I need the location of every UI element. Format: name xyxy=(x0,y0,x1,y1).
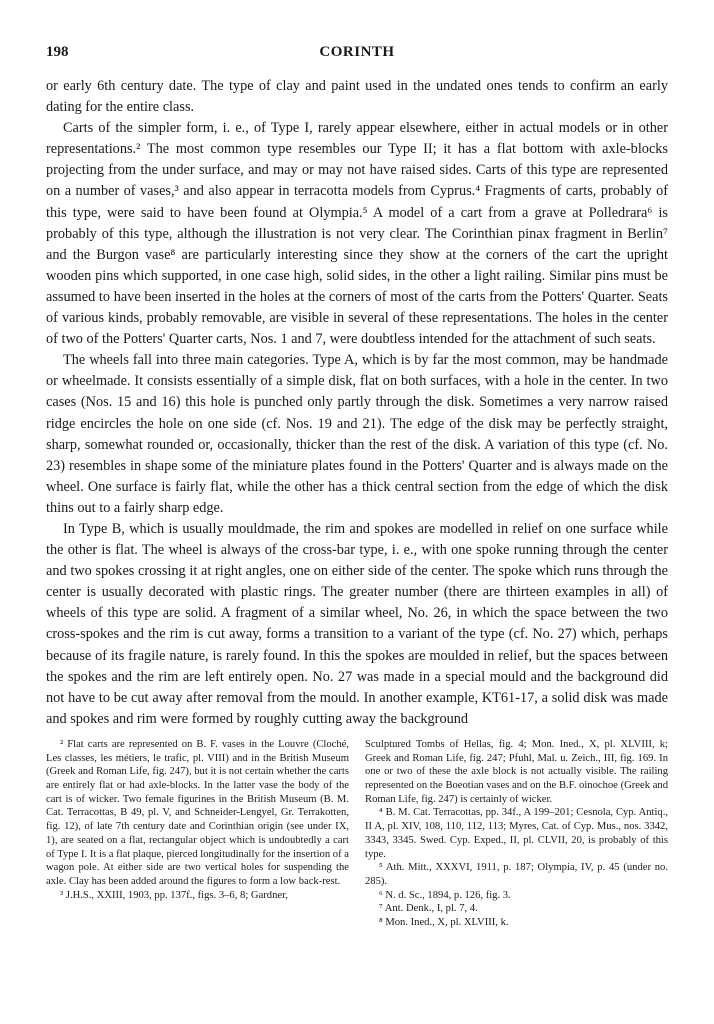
page-header xyxy=(46,44,668,66)
page-number: 198 xyxy=(46,44,69,60)
footnote-6: ⁶ N. d. Sc., 1894, p. 126, fig. 3. xyxy=(379,889,511,901)
footnote-3-continued: Sculptured Tombs of Hellas, fig. 4; Mon. Ined., X, pl. XLVIII, k; Greek and Roman Life, fig. 247; Pfuhl, Mal. u. Zeich., III, fig. 169. In one or two of these the axle block is not actually visible. The railing represented on the Boeotian vases and on the B.F. oinochoe (Greek and Roman Life, fig. 247) is certainly of wicker. xyxy=(365,738,668,805)
body-paragraph: or early 6th century date. The type of clay and paint used in the undated ones tends to confirm an early dating for the entire class. xyxy=(46,78,668,116)
page xyxy=(46,44,668,930)
footnote-5: ⁵ Ath. Mitt., XXXVI, 1911, p. 187; Olympia, IV, p. 45 (under no. 285). xyxy=(365,862,668,887)
running-title: CORINTH xyxy=(319,44,395,60)
body-paragraph: The wheels fall into three main categories. Type A, which is by far the most common, may be handmade or wheelmade. It consists essentially of a simple disk, flat on both surfaces, with a hole in the center. In two cases (Nos. 15 and 16) this hole is punched only partly through the disk. Sometimes a very narrow raised ridge encircles the hole on one side (cf. Nos. 19 and 21). The edge of the disk may be perfectly straight, sharp, somewhat rounded or, occasionally, thicker than the rest of the disk. A variation of this type (cf. No. 23) resembles in shape some of the miniature plates found in the Potters' Quarter and is always made on the wheel. One surface is fairly flat, while the other has a thick central section from the edge of which the disk thins out to a fairly sharp edge. xyxy=(46,352,668,516)
footnote-7: ⁷ Ant. Denk., I, pl. 7, 4. xyxy=(379,903,478,915)
footnote-4: ⁴ B. M. Cat. Terracottas, pp. 34f., A 199–201; Cesnola, Cyp. Antiq., II A, pl. XIV, 108, 110, 112, 113; Myres, Cat. of Cyp. Mus., nos. 3342, 3343, 3345. Swed. Cyp. Exped., II, pl. CLVII, 20, is probably of this type. xyxy=(365,807,668,860)
footnotes-right-column xyxy=(365,738,668,930)
body-paragraph: In Type B, which is usually mouldmade, the rim and spokes are modelled in relief on one surface while the other is flat. The wheel is always of the cross-bar type, i. e., with one spoke running through the center and two spokes crossing it at right angles, one on either side of the center. The spoke which runs through the center is usually decorated with plastic rings. The greater number (there are thirteen examples in all) of wheels of this type are solid. A fragment of a similar wheel, No. 26, in which the space between the two cross-spokes and the rim is cut away, forms a transition to a variant of the type (cf. No. 27) which, perhaps because of its fragile nature, is rarely found. In this the spokes are moulded in relief, but the spaces between the spokes and the rim are left entirely open. No. 27 was made in a special mould and the background did not have to be cut away after removal from the mould. In another example, KT61-17, a solid disk was made and spokes and rim were formed by roughly cutting away the background xyxy=(46,520,668,727)
footnote-3: ³ J.H.S., XXIII, 1903, pp. 137f., figs. 3–6, 8; Gardner, xyxy=(60,889,288,901)
footnote-8: ⁸ Mon. Ined., X, pl. XLVIII, k. xyxy=(379,917,509,929)
body-text xyxy=(46,76,668,730)
footnotes xyxy=(46,738,668,930)
footnote-2: ² Flat carts are represented on B. F. vases in the Louvre (Cloché, Les classes, les métiers, le trafic, pl. VIII) and in the British Museum (Greek and Roman Life, fig. 247), but it is not certain whether the carts are entirely flat or had axle-blocks. In the latter vase the body of the cart is of wicker. Two female figurines in the British Museum (B. M. Cat. Terracottas, B 49, pl. V, and Schneider-Lengyel, Gr. Terrakotten, fig. 12), of late 7th century date and Corinthian origin (see under IX, 1), are seated on a flat, rectangular object which is undoubtedly a cart of Type I. It is a flat plaque, pierced longitudinally for the insertion of a wagon pole. At either side are two vertical holes for suspending the axle. Clay has been added around the figures to form a low back-rest. xyxy=(46,738,349,887)
footnotes-left-column xyxy=(46,738,349,930)
body-paragraph: Carts of the simpler form, i. e., of Type I, rarely appear elsewhere, either in actual models or in other representations.² The most common type resembles our Type II; it has a flat bottom with axle-blocks projecting from the under surface, and may or may not have raised sides. Carts of this type are represented on a number of vases,³ and also appear in terracotta models from Cyprus.⁴ Fragments of carts, probably of this type, were said to have been found at Olympia.⁵ A model of a cart from a grave at Polledrara⁶ is probably of this type, although the illustration is not very clear. The Corinthian pinax fragment in Berlin⁷ and the Burgon vase⁸ are particularly interesting since they show at the corners of the cart the upright wooden pins which supported, in one case high, solid sides, in the other a light railing. Similar pins must be assumed to have been inserted in the holes at the corners of most of the carts from the Potters' Quarter. Seats of various kinds, probably removable, are visible in several of these representations. The holes in the center of two of the Potters' Quarter carts, Nos. 1 and 7, were doubtless intended for the attachment of such seats. xyxy=(46,120,668,348)
